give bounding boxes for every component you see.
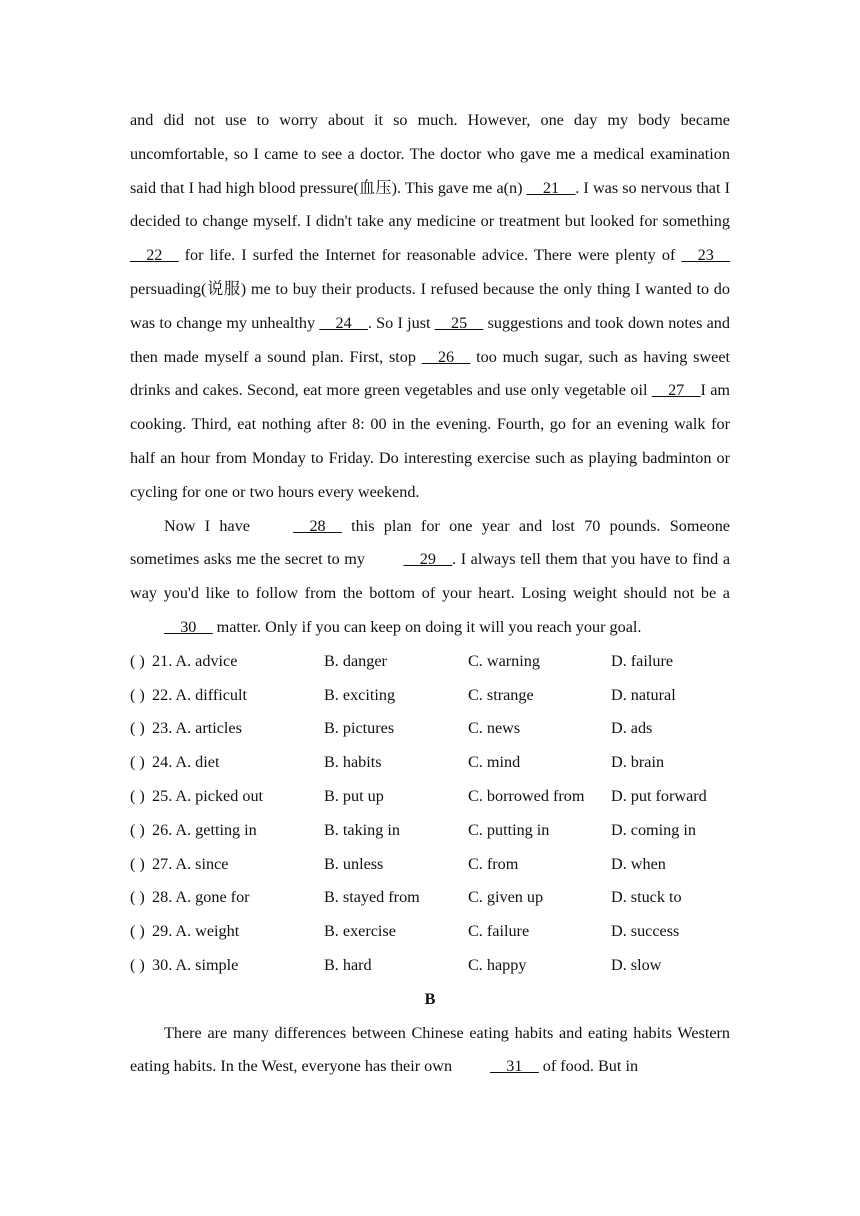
blank-21: __21__ <box>526 178 576 197</box>
option-c: C. happy <box>468 955 527 974</box>
option-b: B. put up <box>324 786 384 805</box>
answer-bracket: ( ) <box>130 786 145 805</box>
blank-31: __31__ <box>490 1057 539 1076</box>
option-a: 28. A. gone for <box>152 888 250 907</box>
answer-bracket: ( ) <box>130 854 145 873</box>
answer-bracket: ( ) <box>130 685 145 704</box>
answer-bracket: ( ) <box>130 955 145 974</box>
section-b-paragraph-1 <box>130 1017 730 1085</box>
question-row <box>130 848 730 882</box>
question-row <box>130 949 730 983</box>
question-row <box>130 814 730 848</box>
blank-30: __30__ <box>164 617 213 636</box>
option-c: C. failure <box>468 922 530 941</box>
option-d: D. stuck to <box>611 888 682 907</box>
text-run: . So I just <box>367 313 435 332</box>
option-c: C. mind <box>468 753 521 772</box>
text-run: suggestions and took down notes and then made myself a sound plan. First, stop <box>130 313 730 366</box>
option-d: D. failure <box>611 651 674 670</box>
option-b: B. stayed from <box>324 888 420 907</box>
option-c: C. news <box>468 719 521 738</box>
question-row <box>130 746 730 780</box>
option-b: B. exciting <box>324 685 396 704</box>
text-run: for life. I surfed the Internet for reasonable advice. There were plenty of <box>178 246 682 265</box>
option-a: 21. A. advice <box>152 651 238 670</box>
option-d: D. natural <box>611 685 676 704</box>
option-d: D. coming in <box>611 820 696 839</box>
option-d: D. put forward <box>611 786 707 805</box>
question-list <box>130 645 730 983</box>
option-c: C. putting in <box>468 820 550 839</box>
option-d: D. success <box>611 922 680 941</box>
option-c: C. warning <box>468 651 540 670</box>
option-b: B. hard <box>324 955 372 974</box>
text-run: and did not use to worry about it so much. However, one day my body became uncomfortable, so I came to see a doctor. The doctor who gave me a medical examination said that I had high blood pressure(血压). This gave me a(n) <box>130 111 730 197</box>
option-b: B. habits <box>324 753 382 772</box>
answer-bracket: ( ) <box>130 651 145 670</box>
text-run: this plan for one year and lost 70 pounds. Someone sometimes asks me the secret to my <box>130 516 730 569</box>
text-run: Now I have <box>164 516 260 535</box>
passage-a-paragraph-2 <box>130 510 730 645</box>
text-run: of food. But in <box>538 1057 639 1076</box>
option-c: C. strange <box>468 685 534 704</box>
blank-26: __26__ <box>421 347 471 366</box>
blank-24: __24__ <box>319 313 368 332</box>
answer-bracket: ( ) <box>130 820 145 839</box>
blank-22: __22__ <box>130 246 179 265</box>
answer-bracket: ( ) <box>130 922 145 941</box>
question-row <box>130 645 730 679</box>
option-b: B. danger <box>324 651 387 670</box>
option-b: B. pictures <box>324 719 395 738</box>
option-d: D. slow <box>611 955 662 974</box>
answer-bracket: ( ) <box>130 753 145 772</box>
option-a: 27. A. since <box>152 854 229 873</box>
text-run: too much sugar, such as having sweet drinks and cakes. Second, eat more green vegetables and use only vegetable oil <box>130 347 730 400</box>
text-run: . I was so nervous that I decided to change myself. I didn't take any medicine or treatment but looked for something <box>130 178 730 231</box>
option-c: C. borrowed from <box>468 786 585 805</box>
blank-25: __25__ <box>434 313 484 332</box>
question-row <box>130 915 730 949</box>
option-c: C. from <box>468 854 519 873</box>
blank-23: __23__ <box>681 246 730 265</box>
option-b: B. unless <box>324 854 384 873</box>
option-a: 26. A. getting in <box>152 820 257 839</box>
option-c: C. given up <box>468 888 544 907</box>
blank-27: __27__ <box>651 381 701 400</box>
answer-bracket: ( ) <box>130 888 145 907</box>
question-row <box>130 881 730 915</box>
option-a: 24. A. diet <box>152 753 220 772</box>
option-a: 30. A. simple <box>152 955 239 974</box>
question-row <box>130 679 730 713</box>
passage-a-paragraph-1 <box>130 104 730 510</box>
option-d: D. when <box>611 854 666 873</box>
document-page <box>130 104 730 1084</box>
option-d: D. brain <box>611 753 665 772</box>
text-run: I am cooking. Third, eat nothing after 8: 00 in the evening. Fourth, go for an evening walk for half an hour from Monday to Friday. Do interesting exercise such as playing badminton or cycling for one or two hours every weekend. <box>130 381 730 501</box>
text-run: There are many differences between Chinese eating habits and eating habits Western eating habits. In the West, everyone has their own <box>130 1023 730 1076</box>
text-run: . I always tell them that you have to find a way you'd like to follow from the bottom of your heart. Losing weight should not be a <box>130 550 731 603</box>
answer-bracket: ( ) <box>130 719 145 738</box>
question-row <box>130 780 730 814</box>
option-a: 29. A. weight <box>152 922 240 941</box>
text-run: matter. Only if you can keep on doing it will you reach your goal. <box>212 617 642 636</box>
blank-28: __28__ <box>293 516 342 535</box>
question-row <box>130 712 730 746</box>
option-a: 22. A. difficult <box>152 685 248 704</box>
option-d: D. ads <box>611 719 653 738</box>
option-a: 23. A. articles <box>152 719 242 738</box>
blank-29: __29__ <box>403 550 453 569</box>
section-b-title: B <box>424 989 436 1008</box>
option-b: B. taking in <box>324 820 400 839</box>
option-a: 25. A. picked out <box>152 786 264 805</box>
text-run: persuading(说服) me to buy their products. I refused because the only thing I wanted to do was to change my unhealthy <box>130 279 730 332</box>
option-b: B. exercise <box>324 922 396 941</box>
